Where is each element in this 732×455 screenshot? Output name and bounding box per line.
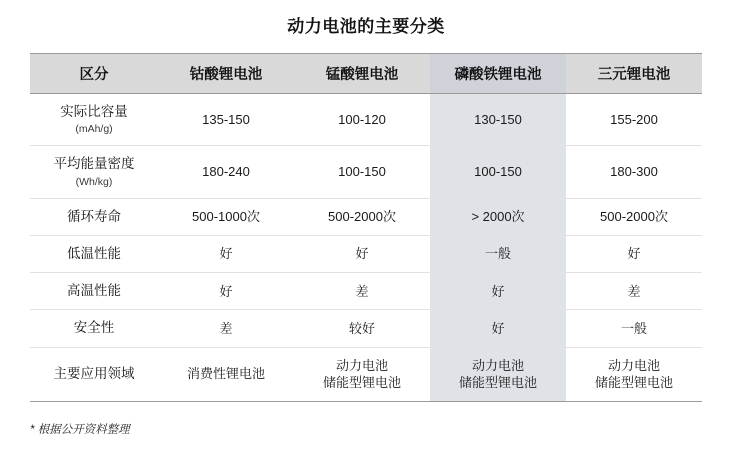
table-row	[30, 347, 702, 401]
cell-lfp: 一般	[430, 236, 566, 273]
table-body	[30, 94, 702, 402]
column-header-lco: 钴酸锂电池	[158, 54, 294, 94]
table-row	[30, 146, 702, 198]
row-label	[30, 310, 158, 347]
row-label	[30, 146, 158, 198]
cell-lfp: 130-150	[430, 94, 566, 146]
table-container	[30, 53, 702, 402]
row-label-text: 实际比容量	[60, 104, 128, 119]
row-label-text: 安全性	[73, 320, 115, 336]
row-label	[30, 236, 158, 273]
cell-lco: 好	[158, 236, 294, 273]
table-row	[30, 198, 702, 235]
cell-lfp: 好	[430, 273, 566, 310]
cell-nmc: 500-2000次	[566, 198, 702, 235]
source-footnote: * 根据公开资料整理	[30, 424, 130, 436]
page-title: 动力电池的主要分类	[287, 17, 445, 36]
cell-lmo: 100-150	[294, 146, 430, 198]
cell-lmo: 动力电池 储能型锂电池	[294, 347, 430, 401]
row-label-text: 高温性能	[67, 283, 121, 299]
row-label-text: 平均能量密度	[53, 156, 135, 172]
column-header-nmc: 三元锂电池	[566, 54, 702, 94]
cell-lmo: 差	[294, 273, 430, 310]
table-row	[30, 273, 702, 310]
cell-nmc: 155-200	[566, 94, 702, 146]
cell-lmo: 好	[294, 236, 430, 273]
cell-nmc: 一般	[566, 310, 702, 347]
table-row	[30, 310, 702, 347]
cell-nmc: 动力电池 储能型锂电池	[566, 347, 702, 401]
row-label	[30, 273, 158, 310]
row-label-unit: (Wh/kg)	[75, 175, 113, 188]
column-header-category: 区分	[30, 54, 158, 94]
cell-nmc: 好	[566, 236, 702, 273]
cell-lco: 好	[158, 273, 294, 310]
row-label-text: 循环寿命	[67, 208, 121, 224]
cell-lco: 180-240	[158, 146, 294, 198]
cell-lfp: 好	[430, 310, 566, 347]
battery-classification-table	[30, 53, 702, 402]
table-header	[30, 54, 702, 94]
cell-nmc: 差	[566, 273, 702, 310]
row-label	[30, 347, 158, 401]
cell-lmo: 500-2000次	[294, 198, 430, 235]
cell-lco: 差	[158, 310, 294, 347]
row-label	[30, 198, 158, 235]
cell-lfp: > 2000次	[430, 198, 566, 235]
cell-lco: 135-150	[158, 94, 294, 146]
row-label	[30, 94, 158, 146]
table-row	[30, 236, 702, 273]
table-header-row	[30, 54, 702, 94]
row-label-text: 低温性能	[67, 246, 121, 261]
row-label-text: 主要应用领域	[53, 366, 135, 382]
cell-lmo: 100-120	[294, 94, 430, 146]
row-label-unit: (mAh/g)	[75, 123, 113, 136]
cell-lco: 500-1000次	[158, 198, 294, 235]
column-header-lfp: 磷酸铁锂电池	[430, 54, 566, 94]
cell-lmo: 较好	[294, 310, 430, 347]
cell-lfp: 动力电池 储能型锂电池	[430, 347, 566, 401]
table-row	[30, 94, 702, 146]
cell-lco: 消费性锂电池	[158, 347, 294, 401]
cell-nmc: 180-300	[566, 146, 702, 198]
cell-lfp: 100-150	[430, 146, 566, 198]
column-header-lmo: 锰酸锂电池	[294, 54, 430, 94]
